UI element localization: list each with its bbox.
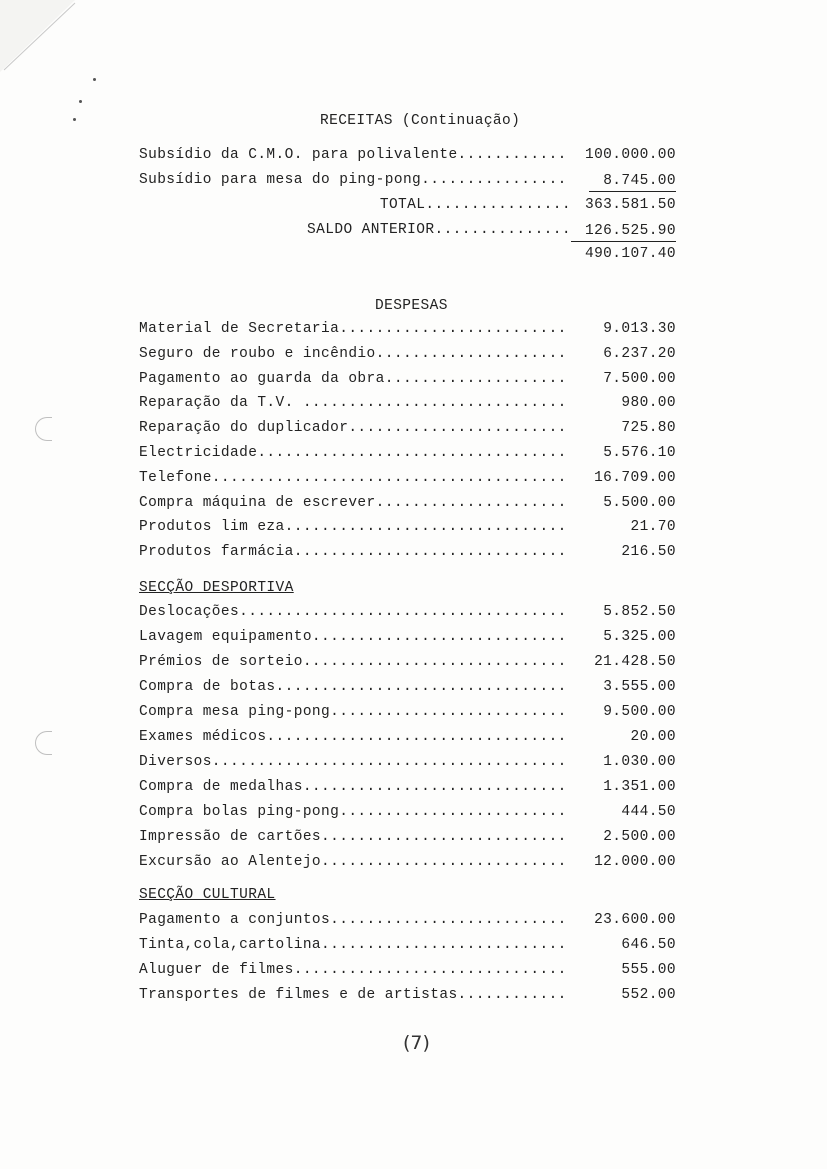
cultural-row: [139, 912, 676, 934]
ink-speck: [79, 100, 82, 103]
cultural-row: [139, 937, 676, 959]
receitas-row: [139, 172, 676, 194]
item-amount: 5.576.10: [603, 445, 676, 461]
item-label: Telefone.......................................: [139, 469, 567, 486]
item-amount: 7.500.00: [603, 370, 676, 387]
despesas-heading: DESPESAS: [375, 298, 448, 314]
receitas-heading: RECEITAS (Continuação): [320, 113, 521, 129]
seccao-cultural-title: SECÇÃO CULTURAL: [139, 887, 276, 903]
item-label: Compra de medalhas.............................: [139, 779, 567, 795]
item-amount: 21.428.50: [594, 654, 676, 670]
item-amount: 3.555.00: [603, 679, 676, 695]
item-label: Transportes de filmes e de artistas............: [139, 987, 567, 1003]
item-label: Pagamento ao guarda da obra....................: [139, 370, 567, 387]
grand-total-amount: 490.107.40: [584, 246, 676, 262]
page-number: (7): [403, 1032, 430, 1054]
desportiva-row: [139, 829, 676, 851]
desportiva-row: [139, 679, 676, 701]
item-amount: 20.00: [630, 729, 676, 745]
item-amount: 9.500.00: [603, 704, 676, 720]
despesas-row: [139, 470, 676, 492]
ink-speck: [73, 118, 76, 121]
item-amount: 725.80: [621, 420, 676, 437]
item-label: Seguro de roubo e incêndio.....................: [139, 345, 567, 362]
desportiva-row: [139, 854, 676, 876]
despesas-row: [139, 445, 676, 467]
desportiva-row: [139, 779, 676, 801]
despesas-row: [139, 321, 676, 343]
receitas-amount: 100.000.00: [584, 147, 676, 163]
item-label: Material de Secretaria.........................: [139, 321, 567, 337]
item-amount: 980.00: [621, 395, 676, 412]
punch-hole: [35, 417, 52, 441]
folded-corner: [0, 0, 80, 80]
despesas-row: [139, 495, 676, 517]
despesas-row: [139, 395, 676, 417]
despesas-row: [139, 544, 676, 566]
item-label: Produtos lim eza...............................: [139, 519, 567, 536]
item-amount: 9.013.30: [603, 321, 676, 337]
desportiva-row: [139, 804, 676, 826]
desportiva-row: [139, 604, 676, 626]
despesas-row: [139, 371, 676, 393]
item-amount: 23.600.00: [594, 912, 676, 928]
cultural-row: [139, 987, 676, 1009]
receitas-label: Subsídio da C.M.O. para polivalente............: [139, 147, 567, 163]
saldo-anterior-label: SALDO ANTERIOR...............: [307, 222, 571, 238]
item-label: Lavagem equipamento............................: [139, 629, 567, 645]
grand-total-row: [139, 246, 676, 268]
ink-speck: [93, 78, 96, 81]
despesas-row: [139, 420, 676, 442]
item-amount: 12.000.00: [594, 854, 676, 870]
item-label: Compra bolas ping-pong.........................: [139, 804, 567, 820]
desportiva-row: [139, 629, 676, 651]
receitas-total-row: [139, 197, 676, 219]
item-label: Diversos.......................................: [139, 754, 567, 770]
receitas-label: Subsídio para mesa do ping-pong................: [139, 172, 567, 188]
item-label: Exames médicos.................................: [139, 729, 567, 745]
item-label: Compra mesa ping-pong..........................: [139, 704, 567, 720]
desportiva-row: [139, 754, 676, 776]
item-label: Compra máquina de escrever.....................: [139, 494, 567, 511]
punch-hole: [35, 731, 52, 755]
item-label: Excursão ao Alentejo...........................: [139, 854, 567, 870]
item-amount: 5.852.50: [603, 604, 676, 620]
desportiva-row: [139, 729, 676, 751]
item-amount: 5.500.00: [603, 494, 676, 511]
item-amount: 1.351.00: [603, 779, 676, 795]
item-label: Aluguer de filmes..............................: [139, 962, 567, 978]
saldo-anterior-row: [139, 222, 676, 244]
item-label: Reparação da T.V. .............................: [139, 395, 567, 412]
item-amount: 216.50: [621, 544, 676, 561]
desportiva-row: [139, 654, 676, 676]
item-amount: 444.50: [621, 804, 676, 820]
desportiva-row: [139, 704, 676, 726]
receitas-row: [139, 147, 676, 169]
item-amount: 16.709.00: [594, 469, 676, 486]
item-amount: 646.50: [621, 937, 676, 953]
cultural-row: [139, 962, 676, 984]
despesas-row: [139, 346, 676, 368]
saldo-anterior-amount: 126.525.90: [571, 222, 676, 242]
item-label: Impressão de cartões...........................: [139, 829, 567, 845]
item-amount: 552.00: [621, 987, 676, 1003]
item-amount: 21.70: [630, 519, 676, 536]
seccao-desportiva-title: SECÇÃO DESPORTIVA: [139, 580, 294, 596]
receitas-amount: 8.745.00: [589, 172, 676, 192]
item-amount: 6.237.20: [603, 345, 676, 362]
item-label: Tinta,cola,cartolina...........................: [139, 937, 567, 953]
item-label: Pagamento a conjuntos..........................: [139, 912, 567, 928]
item-amount: 2.500.00: [603, 829, 676, 845]
item-label: Reparação do duplicador........................: [139, 420, 567, 437]
despesas-row: [139, 519, 676, 541]
total-label: TOTAL................: [379, 197, 571, 213]
total-amount: 363.581.50: [584, 197, 676, 213]
item-label: Produtos farmácia..............................: [139, 544, 567, 561]
item-label: Deslocações....................................: [139, 604, 567, 620]
item-label: Electricidade..................................: [139, 445, 567, 461]
item-amount: 1.030.00: [603, 754, 676, 770]
item-label: Compra de botas................................: [139, 679, 567, 695]
item-amount: 5.325.00: [603, 629, 676, 645]
item-label: Prémios de sorteio.............................: [139, 654, 567, 670]
item-amount: 555.00: [621, 962, 676, 978]
